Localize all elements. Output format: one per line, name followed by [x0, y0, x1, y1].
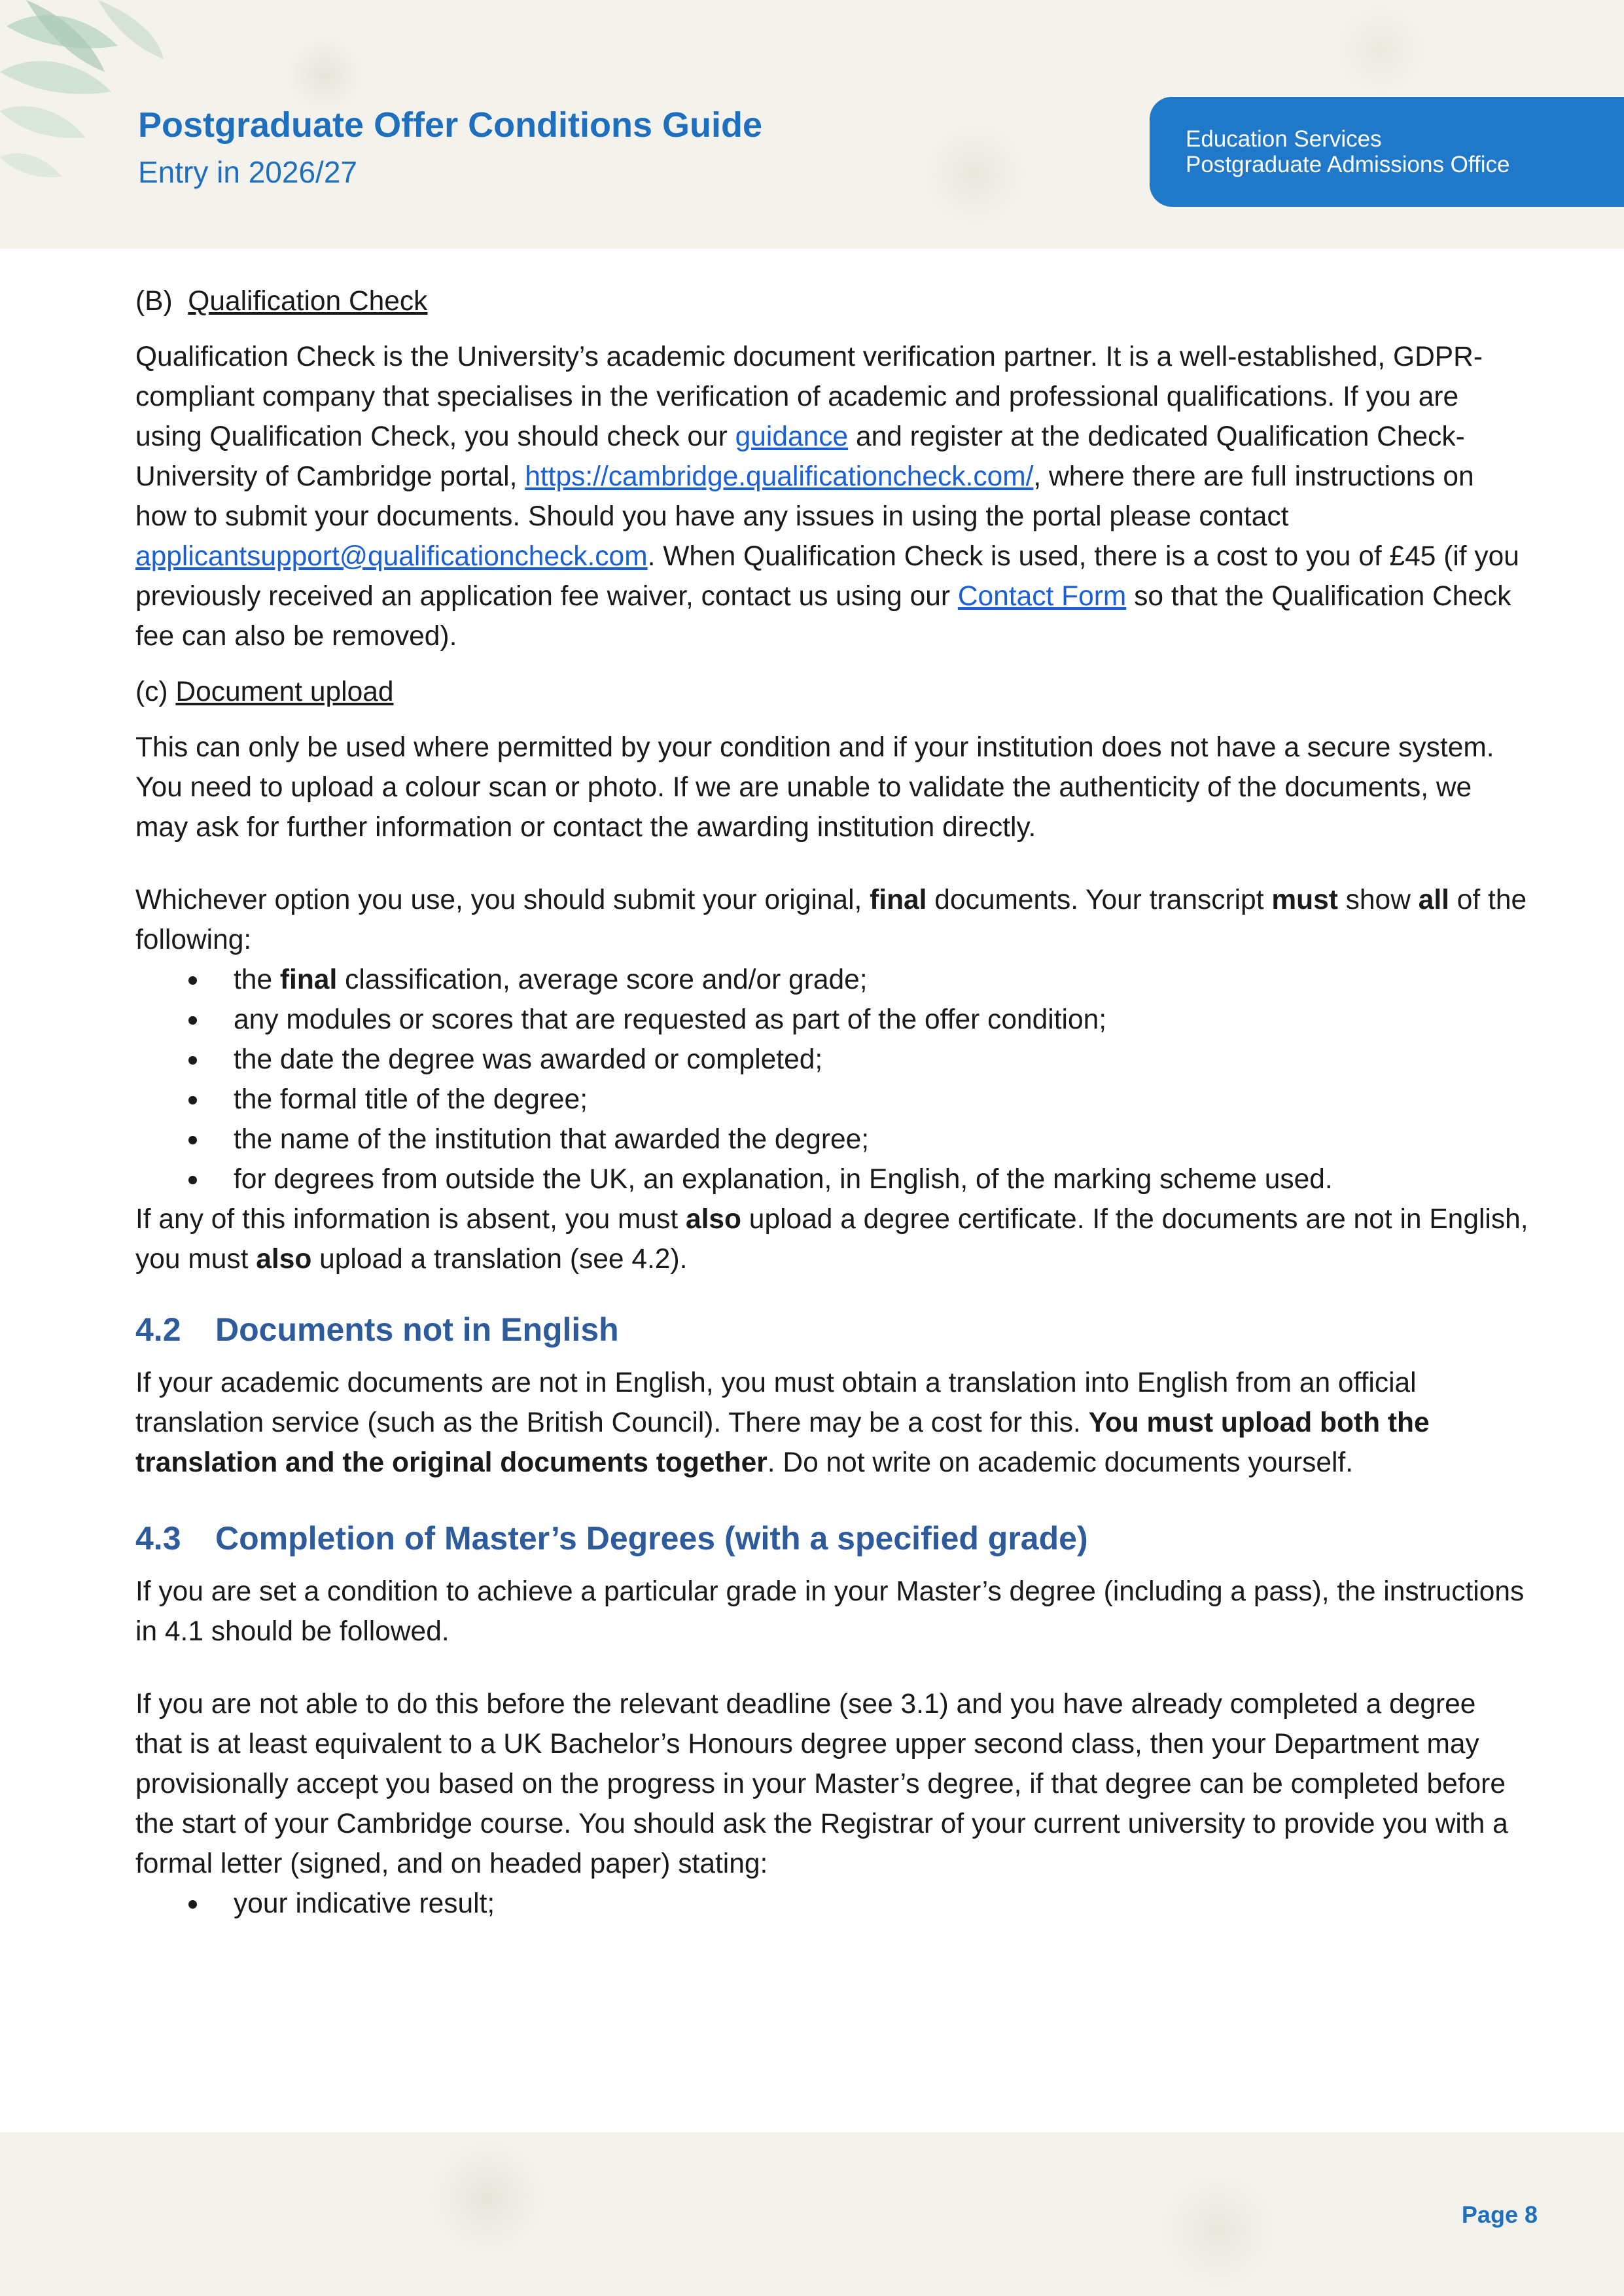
subheading-document-upload: [135, 672, 1529, 712]
list-item: the formal title of the degree;: [135, 1080, 1529, 1120]
subheading-text: Document upload: [175, 677, 394, 707]
absent-info-paragraph: If any of this information is absent, you must also upload a degree certificate. If the documents are not in English, you must also upload a translation (see 4.2).: [135, 1204, 1528, 1275]
subheading-label: (c): [135, 677, 168, 707]
section-heading-4-2: [135, 1307, 1529, 1352]
subheading-text: Qualification Check: [188, 286, 428, 317]
page-footer: [0, 2132, 1624, 2296]
list-item: any modules or scores that are requested as part of the offer condition;: [135, 1000, 1529, 1040]
transcript-requirements-list: [135, 960, 1529, 1199]
qualification-check-paragraph: Qualification Check is the University’s academic document verification partner. It is a well-established, GDPR-compliant company that specialises in the verification of academic and professional qualifications. If you are using Qualification Check, you should check our guidance and register at the dedicated Qualification Check-University of Cambridge portal, https://cambridge.qualificationcheck.com/, where there are full instructions on how to submit your documents. Should you have any issues in using the portal please contact applicantsupport@qualificationcheck.com. When Qualification Check is used, there is a cost to you of £45 (if you previously received an application fee waiver, contact us using our Contact Form so that the Qualification Check fee can also be removed).: [135, 342, 1519, 652]
contact-form-link[interactable]: Contact Form: [957, 581, 1127, 612]
section-title: Completion of Master’s Degrees (with a specified grade): [215, 1520, 1088, 1557]
list-item: your indicative result;: [135, 1884, 1529, 1924]
list-item: the date the degree was awarded or completed;: [135, 1040, 1529, 1080]
section-heading-4-3: [135, 1515, 1529, 1561]
document-title: Postgraduate Offer Conditions Guide: [138, 105, 763, 145]
section-number: 4.3: [135, 1520, 181, 1557]
guidance-link[interactable]: guidance: [735, 421, 849, 452]
badge-office: Postgraduate Admissions Office: [1186, 152, 1510, 177]
list-item: the final classification, average score and/or grade;: [135, 960, 1529, 1000]
subheading-label: (B): [135, 286, 173, 317]
section-number: 4.2: [135, 1311, 181, 1348]
whichever-paragraph: Whichever option you use, you should submit your original, final documents. Your transcript must show all of the following:: [135, 885, 1527, 955]
documents-not-english-paragraph: If your academic documents are not in English, you must obtain a translation into English from an official translation service (such as the British Council). There may be a cost for this. You must upload both the translation and the original documents together. Do not write on academic documents yourself.: [135, 1368, 1430, 1478]
masters-condition-paragraph: If you are set a condition to achieve a particular grade in your Master’s degree (including a pass), the instructions in 4.1 should be followed.: [135, 1576, 1525, 1647]
document-subtitle: Entry in 2026/27: [138, 155, 358, 189]
portal-link[interactable]: https://cambridge.qualificationcheck.com/: [525, 461, 1034, 492]
badge-department: Education Services: [1186, 126, 1382, 152]
list-item: for degrees from outside the UK, an explanation, in English, of the marking scheme used.: [135, 1159, 1529, 1199]
document-upload-paragraph: This can only be used where permitted by your condition and if your institution does not have a secure system. You need to upload a colour scan or photo. If we are unable to validate the authenticity of the documents, we may ask for further information or contact the awarding institution directly.: [135, 732, 1494, 843]
subheading-qualification-check: [135, 281, 1529, 321]
registrar-letter-list: [135, 1884, 1529, 1924]
page-header: [0, 0, 1624, 249]
page-content: [135, 281, 1529, 1924]
page-number: Page 8: [1461, 2201, 1538, 2228]
masters-deadline-paragraph: If you are not able to do this before the relevant deadline (see 3.1) and you have already completed a degree that is at least equivalent to a UK Bachelor’s Honours degree upper second class, then your Department may provisionally accept you based on the progress in your Master’s degree, if that degree can be completed before the start of your Cambridge course. You should ask the Registrar of your current university to provide you with a formal letter (signed, and on headed paper) stating:: [135, 1689, 1508, 1879]
list-item: the name of the institution that awarded the degree;: [135, 1120, 1529, 1159]
support-email-link[interactable]: applicantsupport@qualificationcheck.com: [135, 541, 648, 572]
section-title: Documents not in English: [215, 1311, 619, 1348]
